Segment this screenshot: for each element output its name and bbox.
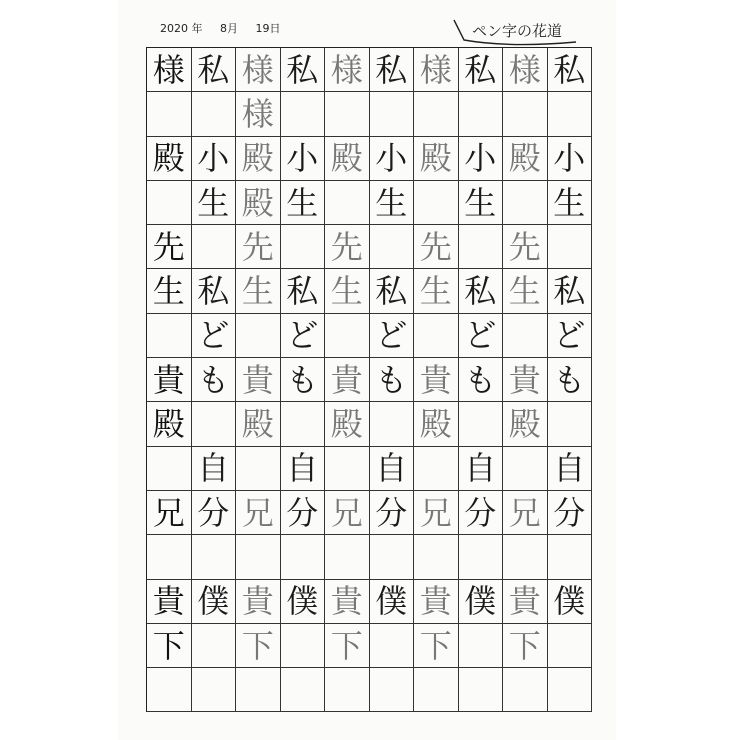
grid-cell: 生 xyxy=(459,181,504,225)
grid-cell: 殿 xyxy=(503,137,548,181)
grid-cell xyxy=(370,668,415,712)
grid-cell: 先 xyxy=(236,225,281,269)
date-month: 8月 xyxy=(220,22,238,35)
grid-cell: も xyxy=(281,358,326,402)
grid-cell xyxy=(459,535,504,579)
grid-cell: 私 xyxy=(192,269,237,313)
grid-cell xyxy=(548,92,593,136)
grid-cell xyxy=(192,402,237,446)
grid-cell: 殿 xyxy=(147,137,192,181)
grid-cell: 生 xyxy=(325,269,370,313)
brand-title: ペン字の花道 xyxy=(472,22,563,40)
grid-cell xyxy=(281,668,326,712)
grid-cell xyxy=(503,314,548,358)
grid-cell: 殿 xyxy=(325,402,370,446)
grid-cell: 僕 xyxy=(281,580,326,624)
grid-cell xyxy=(192,92,237,136)
grid-cell: 貴 xyxy=(325,358,370,402)
grid-cell: 下 xyxy=(147,624,192,668)
grid-cell: も xyxy=(192,358,237,402)
grid-cell: 貴 xyxy=(236,358,281,402)
grid-cell: 兄 xyxy=(325,491,370,535)
grid-cell: 私 xyxy=(548,48,593,92)
grid-cell xyxy=(325,535,370,579)
grid-cell xyxy=(370,402,415,446)
grid-cell: 私 xyxy=(192,48,237,92)
grid-cell: 下 xyxy=(325,624,370,668)
grid-cell: 貴 xyxy=(414,358,459,402)
grid-cell: 自 xyxy=(548,447,593,491)
grid-cell xyxy=(370,624,415,668)
grid-cell: 兄 xyxy=(147,491,192,535)
grid-cell: 小 xyxy=(281,137,326,181)
grid-cell: 生 xyxy=(503,269,548,313)
grid-cell xyxy=(503,92,548,136)
grid-cell: 私 xyxy=(281,269,326,313)
grid-cell: 下 xyxy=(414,624,459,668)
grid-cell: 先 xyxy=(414,225,459,269)
grid-cell: 僕 xyxy=(192,580,237,624)
grid-cell: 殿 xyxy=(503,402,548,446)
grid-cell: 分 xyxy=(548,491,593,535)
grid-cell: も xyxy=(459,358,504,402)
grid-cell xyxy=(281,535,326,579)
grid-cell: 自 xyxy=(192,447,237,491)
grid-cell: 殿 xyxy=(325,137,370,181)
grid-cell xyxy=(548,402,593,446)
grid-cell xyxy=(459,92,504,136)
grid-cell: 貴 xyxy=(503,580,548,624)
grid-cell xyxy=(414,92,459,136)
grid-cell: 様 xyxy=(147,48,192,92)
grid-cell: 先 xyxy=(325,225,370,269)
grid-cell xyxy=(147,668,192,712)
grid-cell: 小 xyxy=(192,137,237,181)
grid-cell: 兄 xyxy=(236,491,281,535)
grid-cell xyxy=(370,225,415,269)
grid-cell: 分 xyxy=(281,491,326,535)
grid-cell xyxy=(370,535,415,579)
grid-cell: 殿 xyxy=(236,181,281,225)
grid-cell xyxy=(147,447,192,491)
grid-cell: 自 xyxy=(281,447,326,491)
grid-cell: 貴 xyxy=(147,358,192,402)
grid-cell: 下 xyxy=(503,624,548,668)
grid-cell: 貴 xyxy=(147,580,192,624)
grid-cell xyxy=(414,535,459,579)
grid-cell: 分 xyxy=(192,491,237,535)
kanji-practice-grid xyxy=(146,47,592,712)
grid-cell xyxy=(281,624,326,668)
grid-cell xyxy=(236,668,281,712)
grid-cell xyxy=(459,624,504,668)
grid-cell xyxy=(503,447,548,491)
grid-cell xyxy=(147,181,192,225)
grid-cell: ど xyxy=(192,314,237,358)
grid-cell: 様 xyxy=(236,48,281,92)
grid-cell xyxy=(236,447,281,491)
grid-cell: 殿 xyxy=(414,137,459,181)
grid-cell: 私 xyxy=(459,48,504,92)
grid-cell xyxy=(325,181,370,225)
grid-cell: 私 xyxy=(370,269,415,313)
grid-cell xyxy=(548,535,593,579)
grid-cell: 様 xyxy=(325,48,370,92)
grid-cell: 様 xyxy=(236,92,281,136)
grid-cell: 僕 xyxy=(459,580,504,624)
grid-cell: ど xyxy=(459,314,504,358)
grid-cell xyxy=(281,225,326,269)
grid-cell: 生 xyxy=(548,181,593,225)
grid-cell: 小 xyxy=(548,137,593,181)
grid-cell xyxy=(503,668,548,712)
grid-cell xyxy=(325,447,370,491)
grid-cell: も xyxy=(370,358,415,402)
grid-cell: 兄 xyxy=(503,491,548,535)
grid-cell xyxy=(147,92,192,136)
grid-cell: 小 xyxy=(459,137,504,181)
grid-cell: ど xyxy=(370,314,415,358)
grid-cell: 小 xyxy=(370,137,415,181)
grid-cell xyxy=(325,314,370,358)
date-year: 2020 年 xyxy=(160,22,203,35)
grid-cell: 様 xyxy=(503,48,548,92)
grid-cell: 生 xyxy=(414,269,459,313)
grid-cell xyxy=(459,225,504,269)
grid-cell xyxy=(548,624,593,668)
grid-cell xyxy=(192,535,237,579)
grid-cell: 生 xyxy=(370,181,415,225)
grid-cell: 下 xyxy=(236,624,281,668)
grid-cell: 兄 xyxy=(414,491,459,535)
grid-cell: ど xyxy=(548,314,593,358)
grid-cell xyxy=(414,181,459,225)
date-day: 19日 xyxy=(255,22,281,35)
grid-cell xyxy=(281,92,326,136)
grid-cell xyxy=(192,668,237,712)
grid-cell xyxy=(414,314,459,358)
grid-cell: 貴 xyxy=(414,580,459,624)
grid-cell: 貴 xyxy=(236,580,281,624)
grid-cell xyxy=(548,668,593,712)
grid-cell: 殿 xyxy=(236,402,281,446)
grid-cell: 貴 xyxy=(325,580,370,624)
grid-cell xyxy=(147,314,192,358)
grid-cell xyxy=(459,668,504,712)
grid-cell: 殿 xyxy=(414,402,459,446)
date-line xyxy=(160,20,295,36)
grid-cell: 僕 xyxy=(548,580,593,624)
grid-cell: ど xyxy=(281,314,326,358)
grid-cell: 殿 xyxy=(236,137,281,181)
grid-cell: 貴 xyxy=(503,358,548,402)
grid-cell: 様 xyxy=(414,48,459,92)
grid-cell: 生 xyxy=(236,269,281,313)
grid-cell: 先 xyxy=(503,225,548,269)
grid-cell xyxy=(503,535,548,579)
grid-cell xyxy=(414,447,459,491)
grid-cell xyxy=(370,92,415,136)
grid-cell: 先 xyxy=(147,225,192,269)
grid-cell xyxy=(459,402,504,446)
grid-cell: も xyxy=(548,358,593,402)
grid-cell xyxy=(236,535,281,579)
brand-logo xyxy=(450,14,580,48)
grid-cell: 僕 xyxy=(370,580,415,624)
grid-cell: 分 xyxy=(370,491,415,535)
grid-cell xyxy=(192,624,237,668)
grid-cell: 私 xyxy=(548,269,593,313)
grid-cell: 生 xyxy=(147,269,192,313)
grid-cell xyxy=(325,92,370,136)
grid-cell xyxy=(548,225,593,269)
grid-cell xyxy=(325,668,370,712)
grid-cell: 生 xyxy=(192,181,237,225)
grid-cell: 殿 xyxy=(147,402,192,446)
grid-cell: 分 xyxy=(459,491,504,535)
grid-cell: 私 xyxy=(281,48,326,92)
grid-cell: 私 xyxy=(459,269,504,313)
grid-cell xyxy=(281,402,326,446)
grid-cell xyxy=(236,314,281,358)
grid-cell xyxy=(414,668,459,712)
grid-cell: 生 xyxy=(281,181,326,225)
grid-cell: 自 xyxy=(370,447,415,491)
grid-cell xyxy=(503,181,548,225)
grid-cell xyxy=(147,535,192,579)
grid-cell: 私 xyxy=(370,48,415,92)
grid-cell xyxy=(192,225,237,269)
grid-cell: 自 xyxy=(459,447,504,491)
